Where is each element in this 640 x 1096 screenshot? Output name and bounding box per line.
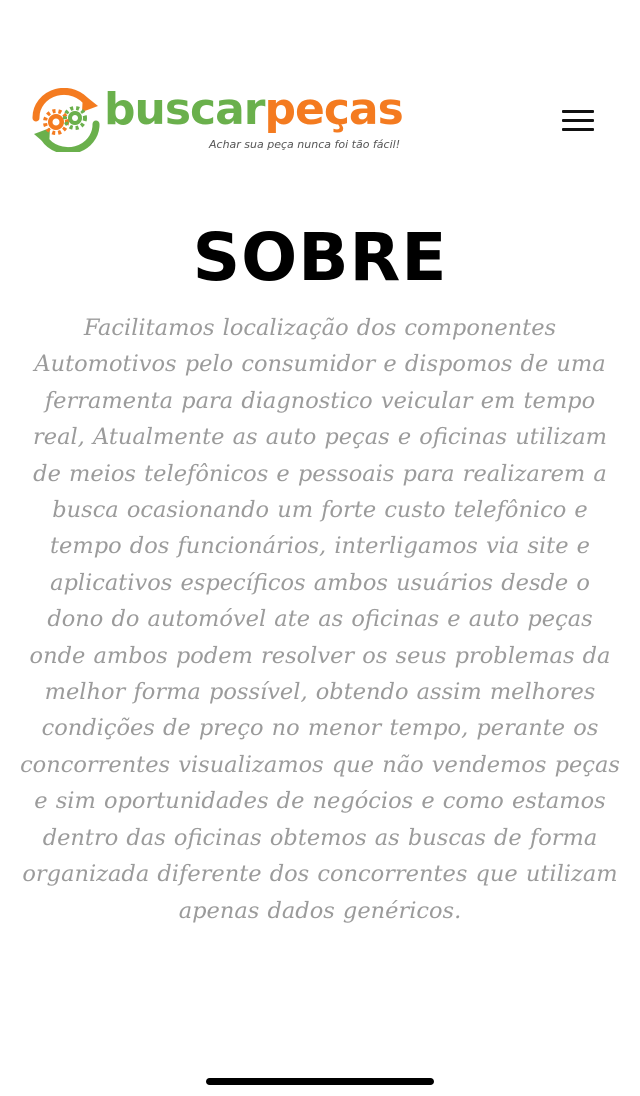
- brand-name: [104, 82, 403, 138]
- brand-name-part1: buscar: [104, 84, 265, 135]
- menu-line: [562, 110, 594, 113]
- brand-logo[interactable]: [28, 84, 408, 152]
- brand-tagline: Achar sua peça nunca foi tão fácil!: [209, 138, 401, 151]
- about-text: Facilitamos localização dos componentes Automotivos pelo consumidor e dispomos de uma ferramenta para diagnostico veicular em tempo real, Atualmente as auto peças e oficinas utilizam de meios telefônicos e pessoais para realizarem a busca ocasionando um forte custo telefônico e tempo dos funcionários, interligamos via site e aplicativos específicos ambos usuários desde o dono do automóvel ate as oficinas e auto peças onde ambos podem resolver os seus problemas da melhor forma possível, obtendo assim melhores condições de preço no menor tempo, perante os concorrentes visualizamos que não vendemos peças e sim oportunidades de negócios e como estamos dentro das oficinas obtemos as buscas de forma organizada diferente dos concorrentes que utilizam apenas dados genéricos.: [20, 315, 620, 924]
- hamburger-menu-icon[interactable]: [556, 106, 600, 136]
- gears-refresh-icon: [28, 88, 104, 152]
- menu-line: [562, 119, 594, 122]
- home-indicator[interactable]: [206, 1078, 434, 1085]
- about-section: [20, 310, 620, 1050]
- site-header: [0, 80, 640, 160]
- page-title: SOBRE: [192, 219, 448, 296]
- brand-name-part2: peças: [264, 84, 403, 135]
- menu-line: [562, 128, 594, 131]
